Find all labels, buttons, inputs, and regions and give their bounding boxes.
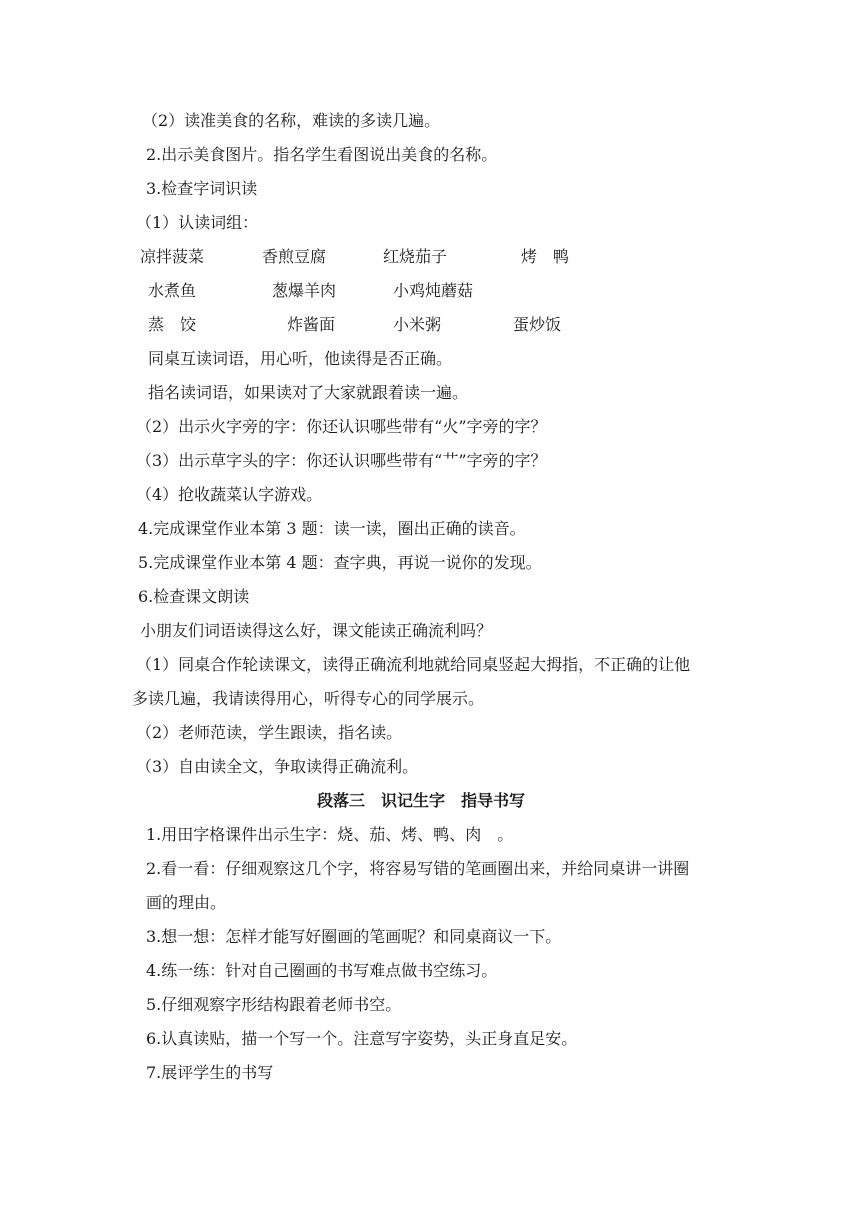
text-line: 4.完成课堂作业本第 3 题：读一读，圈出正确的读音。 [138, 519, 526, 538]
text-line: （3）出示草字头的字：你还认识哪些带有“艹”字旁的字？ [136, 451, 547, 470]
word-item: 香煎豆腐 [262, 247, 327, 266]
text-line: （2）出示火字旁的字：你还认识哪些带有“火”字旁的字？ [136, 417, 547, 436]
text-line: 7.展评学生的书写 [146, 1063, 274, 1082]
word-item: 红烧茄子 [383, 247, 448, 266]
text-line: 2.看一看：仔细观察这几个字，将容易写错的笔画圈出来，并给同桌讲一讲圈 [146, 859, 690, 878]
word-item: 蛋炒饭 [513, 315, 562, 334]
word-item: 蒸 饺 [148, 315, 197, 334]
text-line: 指名读词语，如果读对了大家就跟着读一遍。 [148, 383, 469, 402]
text-line: 6.检查课文朗读 [138, 587, 250, 606]
text-line: 3.检查字词识读 [146, 179, 258, 198]
text-line: 多读几遍，我请读得用心，听得专心的同学展示。 [132, 689, 485, 708]
word-item: 凉拌菠菜 [140, 247, 205, 266]
text-line: （1）同桌合作轮读课文，读得正确流利地就给同桌竖起大拇指，不正确的让他 [136, 655, 691, 674]
text-line: 画的理由。 [146, 893, 227, 912]
text-line: （3）自由读全文，争取读得正确流利。 [136, 757, 419, 776]
text-line: （1）认读词组： [136, 213, 259, 232]
text-line: 1.用田字格课件出示生字：烧、茄、烤、鸭、肉 。 [146, 825, 514, 844]
text-line: 小朋友们词语读得这么好，课文能读正确流利吗？ [140, 621, 493, 640]
section-heading: 段落三 识记生字 指导书写 [317, 791, 526, 810]
text-line: 5.完成课堂作业本第 4 题：查字典，再说一说你的发现。 [138, 553, 542, 572]
text-line: （4）抢收蔬菜认字游戏。 [136, 485, 323, 504]
text-line: 3.想一想：怎样才能写好圈画的笔画呢？和同桌商议一下。 [146, 927, 562, 946]
text-line: （2）读准美食的名称，难读的多读几遍。 [142, 111, 441, 130]
word-item: 小鸡炖蘑菇 [393, 281, 474, 300]
text-line: 2.出示美食图片。指名学生看图说出美食的名称。 [146, 145, 498, 164]
word-item: 水煮鱼 [148, 281, 197, 300]
text-line: （2）老师范读，学生跟读，指名读。 [136, 723, 403, 742]
text-line: 4.练一练：针对自己圈画的书写难点做书空练习。 [146, 961, 498, 980]
word-item: 炸酱面 [287, 315, 336, 334]
text-line: 6.认真读贴，描一个写一个。注意写字姿势，头正身直足安。 [146, 1029, 578, 1048]
word-item: 小米粥 [393, 315, 442, 334]
text-line: 同桌互读词语，用心听，他读得是否正确。 [148, 349, 453, 368]
text-line: 5.仔细观察字形结构跟着老师书空。 [146, 995, 402, 1014]
word-item: 烤 鸭 [521, 247, 570, 266]
word-item: 葱爆羊肉 [272, 281, 337, 300]
